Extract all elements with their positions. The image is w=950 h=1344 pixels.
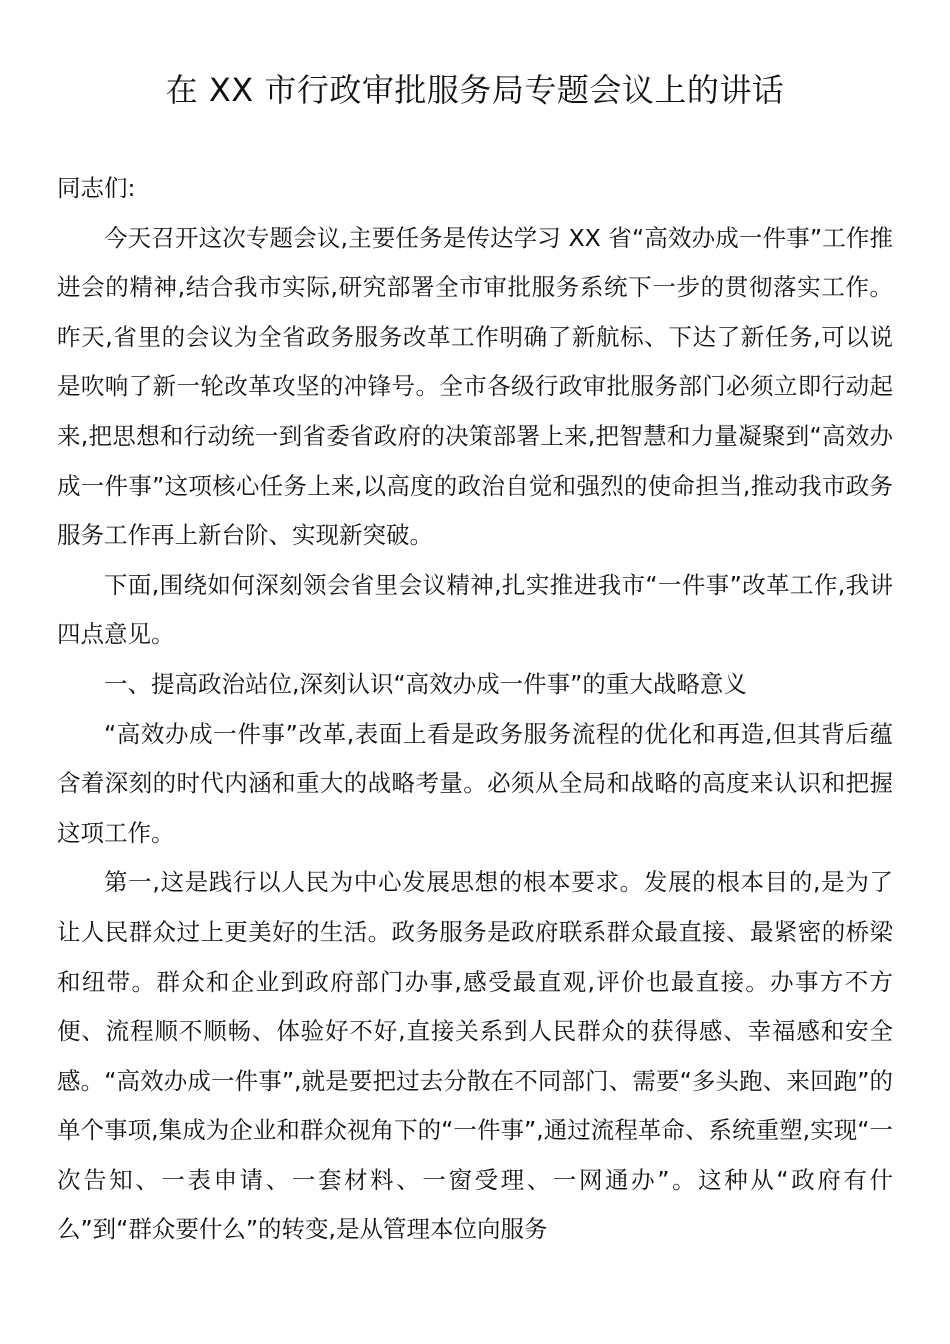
salutation: 同志们: — [57, 174, 136, 202]
paragraph-point-1: 第一,这是践行以人民为中心发展思想的根本要求。发展的根本目的,是为了让人民群众过上更美好的生活。政务服务是政府联系群众最直接、最紧密的桥梁和纽带。群众和企业到政府部门办事,感受最直观,评价也最直接。办事方不方便、流程顺不顺畅、体验好不好,直接关系到人民群众的获得感、幸福感和安全感。“高效办成一件事”,就是要把过去分散在不同部门、需要“多头跑、来回跑”的单个事项,集成为企业和群众视角下的“一件事”,通过流程革命、系统重塑,实现“一次告知、一表申请、一套材料、一窗受理、一网通办”。这种从“政府有什么”到“群众要什么”的转变,是从管理本位向服务 — [57, 868, 893, 1244]
document-title: 在 XX 市行政审批服务局专题会议上的讲话 — [165, 71, 785, 109]
document-body — [57, 164, 893, 1255]
section-heading-1: 一、提高政治站位,深刻认识“高效办成一件事”的重大战略意义 — [104, 669, 747, 698]
paragraph-outline: 下面,围绕如何深刻领会省里会议精神,扎实推进我市“一件事”改革工作,我讲四点意见。 — [57, 570, 893, 649]
paragraph-section-1-intro: “高效办成一件事”改革,表面上看是政务服务流程的优化和再造,但其背后蕴含着深刻的时代内涵和重大的战略考量。必须从全局和战略的高度来认识和把握这项工作。 — [57, 719, 893, 847]
paragraph-intro: 今天召开这次专题会议,主要任务是传达学习 XX 省“高效办成一件事”工作推进会的精神,结合我市实际,研究部署全市审批服务系统下一步的贯彻落实工作。昨天,省里的会议为全省政务服务改革工作明确了新航标、下达了新任务,可以说是吹响了新一轮改革攻坚的冲锋号。全市各级行政审批服务部门必须立即行动起来,把思想和行动统一到省委省政府的决策部署上来,把智慧和力量凝聚到“高效办成一件事”这项核心任务上来,以高度的政治自觉和强烈的使命担当,推动我市政务服务工作再上新台阶、实现新突破。 — [57, 223, 893, 550]
